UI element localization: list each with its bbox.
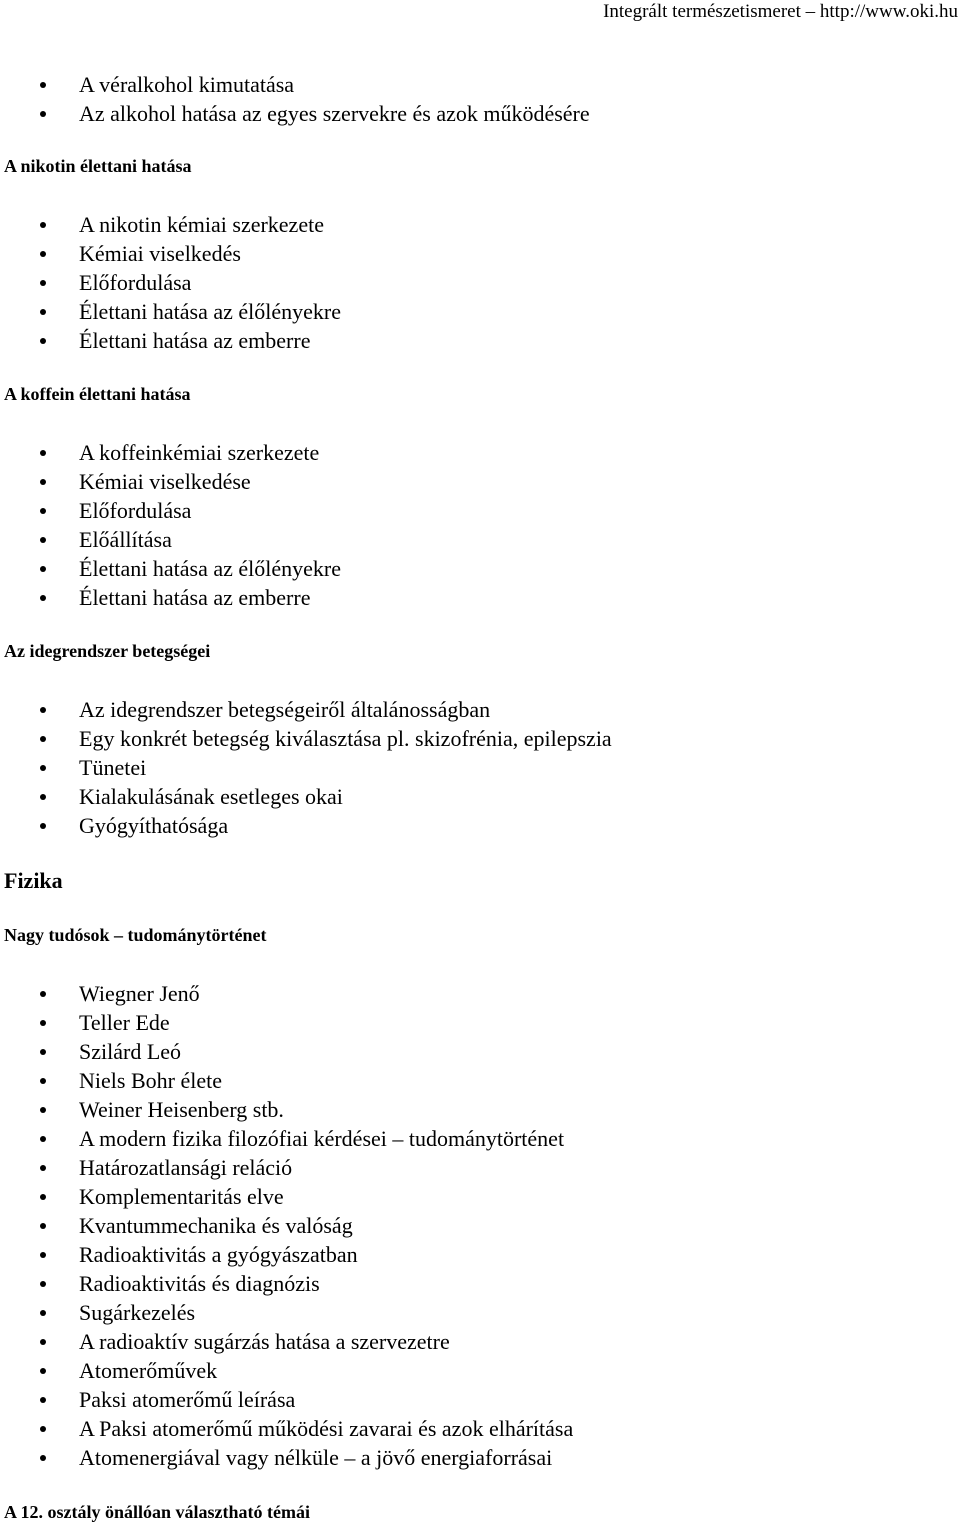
list-item: Radioaktivitás a gyógyászatban — [4, 1240, 960, 1269]
section-heading-physics: Fizika — [4, 868, 63, 893]
list-item: Kémiai viselkedése — [4, 467, 960, 496]
list-item: Sugárkezelés — [4, 1298, 960, 1327]
list-item: Komplementaritás elve — [4, 1182, 960, 1211]
list-item: Gyógyíthatósága — [4, 811, 960, 840]
list-item: Kémiai viselkedés — [4, 239, 960, 268]
list-item: Élettani hatása az emberre — [4, 583, 960, 612]
list-item: Wiegner Jenő — [4, 979, 960, 1008]
section-heading-grade-12-topics: A 12. osztály önállóan választható témái — [4, 1502, 310, 1522]
page-header: Integrált természetismeret – http://www.oki.hu — [603, 1, 958, 22]
section-heading-nicotine: A nikotin élettani hatása — [4, 156, 192, 176]
list-item: Atomenergiával vagy nélküle – a jövő energiaforrásai — [4, 1443, 960, 1472]
nervous-system-topics-list — [4, 695, 960, 840]
list-item: A nikotin kémiai szerkezete — [4, 210, 960, 239]
section-heading-caffeine: A koffein élettani hatása — [4, 384, 191, 404]
list-item: Élettani hatása az élőlényekre — [4, 554, 960, 583]
physics-topics-list — [4, 979, 960, 1472]
list-item: Élettani hatása az emberre — [4, 326, 960, 355]
list-item: A véralkohol kimutatása — [4, 70, 960, 99]
document-body — [4, 70, 960, 1524]
list-item: Tünetei — [4, 753, 960, 782]
nicotine-topics-list — [4, 210, 960, 355]
list-item: Határozatlansági reláció — [4, 1153, 960, 1182]
list-item: A radioaktív sugárzás hatása a szervezetre — [4, 1327, 960, 1356]
caffeine-topics-list — [4, 438, 960, 612]
list-item: Kialakulásának esetleges okai — [4, 782, 960, 811]
list-item: A modern fizika filozófiai kérdései – tudománytörténet — [4, 1124, 960, 1153]
list-item: Előfordulása — [4, 496, 960, 525]
list-item: Szilárd Leó — [4, 1037, 960, 1066]
list-item: Előfordulása — [4, 268, 960, 297]
list-item: Paksi atomerőmű leírása — [4, 1385, 960, 1414]
list-item: Atomerőművek — [4, 1356, 960, 1385]
list-item: Radioaktivitás és diagnózis — [4, 1269, 960, 1298]
list-item: Előállítása — [4, 525, 960, 554]
section-heading-nervous-system: Az idegrendszer betegségei — [4, 641, 211, 661]
alcohol-topics-list — [4, 70, 960, 128]
list-item: Kvantummechanika és valóság — [4, 1211, 960, 1240]
list-item: A koffeinkémiai szerkezete — [4, 438, 960, 467]
section-heading-great-scientists: Nagy tudósok – tudománytörténet — [4, 925, 267, 945]
list-item: Niels Bohr élete — [4, 1066, 960, 1095]
list-item: A Paksi atomerőmű működési zavarai és azok elhárítása — [4, 1414, 960, 1443]
list-item: Teller Ede — [4, 1008, 960, 1037]
list-item: Az idegrendszer betegségeiről általánosságban — [4, 695, 960, 724]
list-item: Egy konkrét betegség kiválasztása pl. skizofrénia, epilepszia — [4, 724, 960, 753]
list-item: Az alkohol hatása az egyes szervekre és azok működésére — [4, 99, 960, 128]
list-item: Élettani hatása az élőlényekre — [4, 297, 960, 326]
list-item: Weiner Heisenberg stb. — [4, 1095, 960, 1124]
